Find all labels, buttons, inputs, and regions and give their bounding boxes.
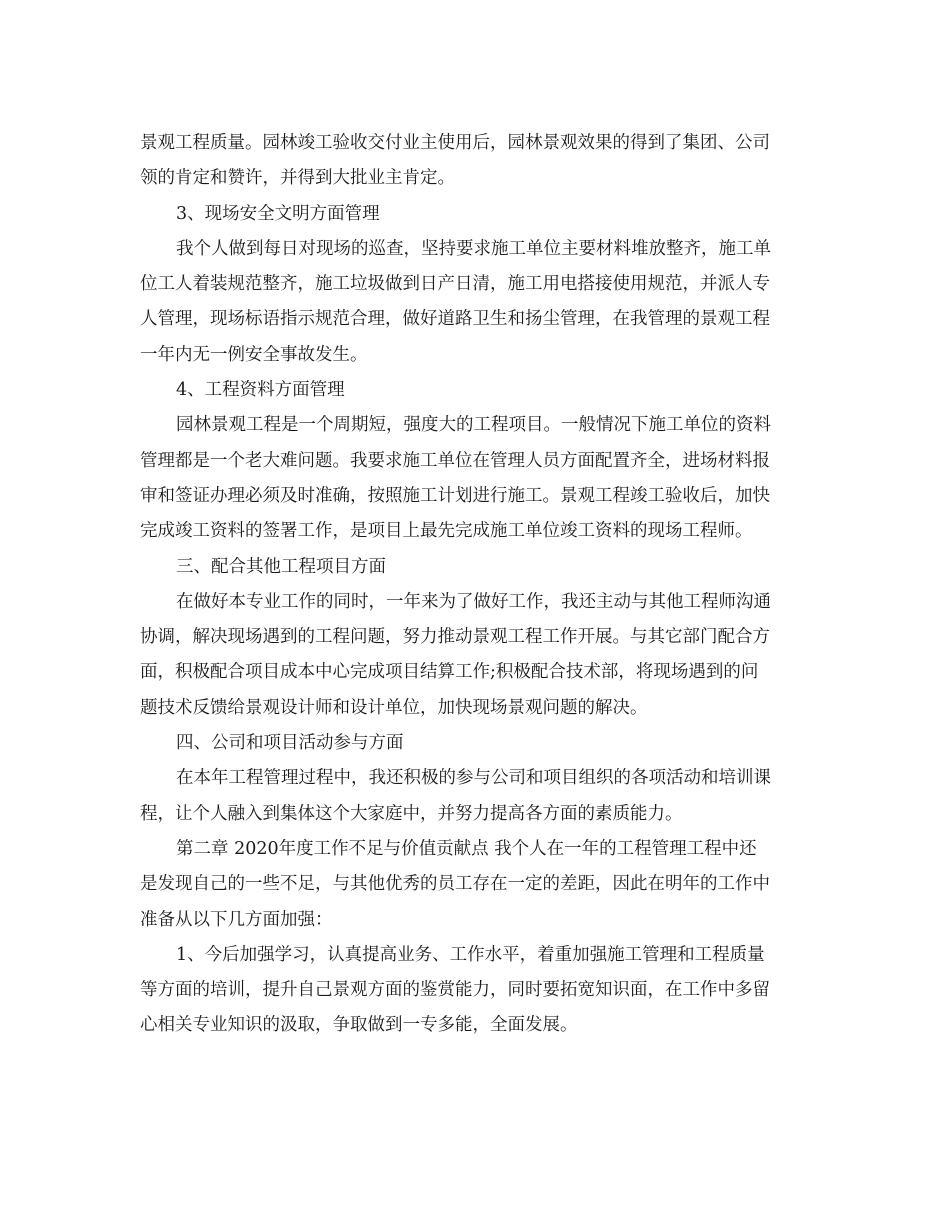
- text-line: 在本年工程管理过程中，我还积极的参与公司和项目组织的各项活动和培训课: [176, 768, 771, 789]
- text-line: 三、配合其他工程项目方面: [176, 556, 386, 577]
- text-line: 第二章 2020年度工作不足与价值贡献点 我个人在一年的工程管理工程中还: [176, 838, 757, 859]
- text-line: 我个人做到每日对现场的巡查，坚持要求施工单位主要材料堆放整齐，施工单: [176, 238, 771, 259]
- text-line: 4、工程资料方面管理: [176, 380, 345, 401]
- text-line: 心相关专业知识的汲取，争取做到一专多能，全面发展。: [140, 1015, 578, 1036]
- text-line: 1、今后加强学习，认真提高业务、工作水平，着重加强施工管理和工程质量: [176, 944, 765, 965]
- text-line: 管理都是一个老大难问题。我要求施工单位在管理人员方面配置齐全，进场材料报: [140, 450, 770, 471]
- text-line: 等方面的培训，提升自己景观方面的鉴赏能力，同时要拓宽知识面，在工作中多留: [140, 980, 770, 1001]
- text-line: 准备从以下几方面加强：: [140, 909, 333, 930]
- document-body: [140, 126, 820, 1044]
- text-line: 是发现自己的一些不足，与其他优秀的员工存在一定的差距，因此在明年的工作中: [140, 874, 770, 895]
- text-line: 审和签证办理必须及时准确，按照施工计划进行施工。景观工程竣工验收后，加快: [140, 485, 770, 506]
- text-line: 景观工程质量。园林竣工验收交付业主使用后，园林景观效果的得到了集团、公司: [140, 133, 770, 153]
- text-line: 3、现场安全文明方面管理: [176, 203, 380, 224]
- text-line: 在做好本专业工作的同时，一年来为了做好工作，我还主动与其他工程师沟通: [176, 591, 771, 612]
- text-line: 园林景观工程是一个周期短，强度大的工程项目。一般情况下施工单位的资料: [176, 415, 771, 436]
- text-line: 程，让个人融入到集体这个大家庭中，并努力提高各方面的素质能力。: [140, 803, 683, 824]
- text-line: 面，积极配合项目成本中心完成项目结算工作;积极配合技术部，将现场遇到的问: [140, 662, 759, 683]
- text-line: 位工人着装规范整齐，施工垃圾做到日产日清，施工用电搭接使用规范，并派人专: [140, 274, 770, 295]
- text-line: 完成竣工资料的签署工作，是项目上最先完成施工单位竣工资料的现场工程师。: [140, 521, 753, 542]
- text-line: 领的肯定和赞许，并得到大批业主肯定。: [140, 168, 455, 189]
- text-line: 协调，解决现场遇到的工程问题，努力推动景观工程工作开展。与其它部门配合方: [140, 627, 770, 648]
- text-line: 四、公司和项目活动参与方面: [176, 733, 404, 754]
- text-line: 题技术反馈给景观设计师和设计单位，加快现场景观问题的解决。: [140, 697, 648, 718]
- text-line: 人管理，现场标语指示规范合理，做好道路卫生和扬尘管理，在我管理的景观工程: [140, 309, 770, 330]
- text-line: 一年内无一例安全事故发生。: [140, 344, 368, 365]
